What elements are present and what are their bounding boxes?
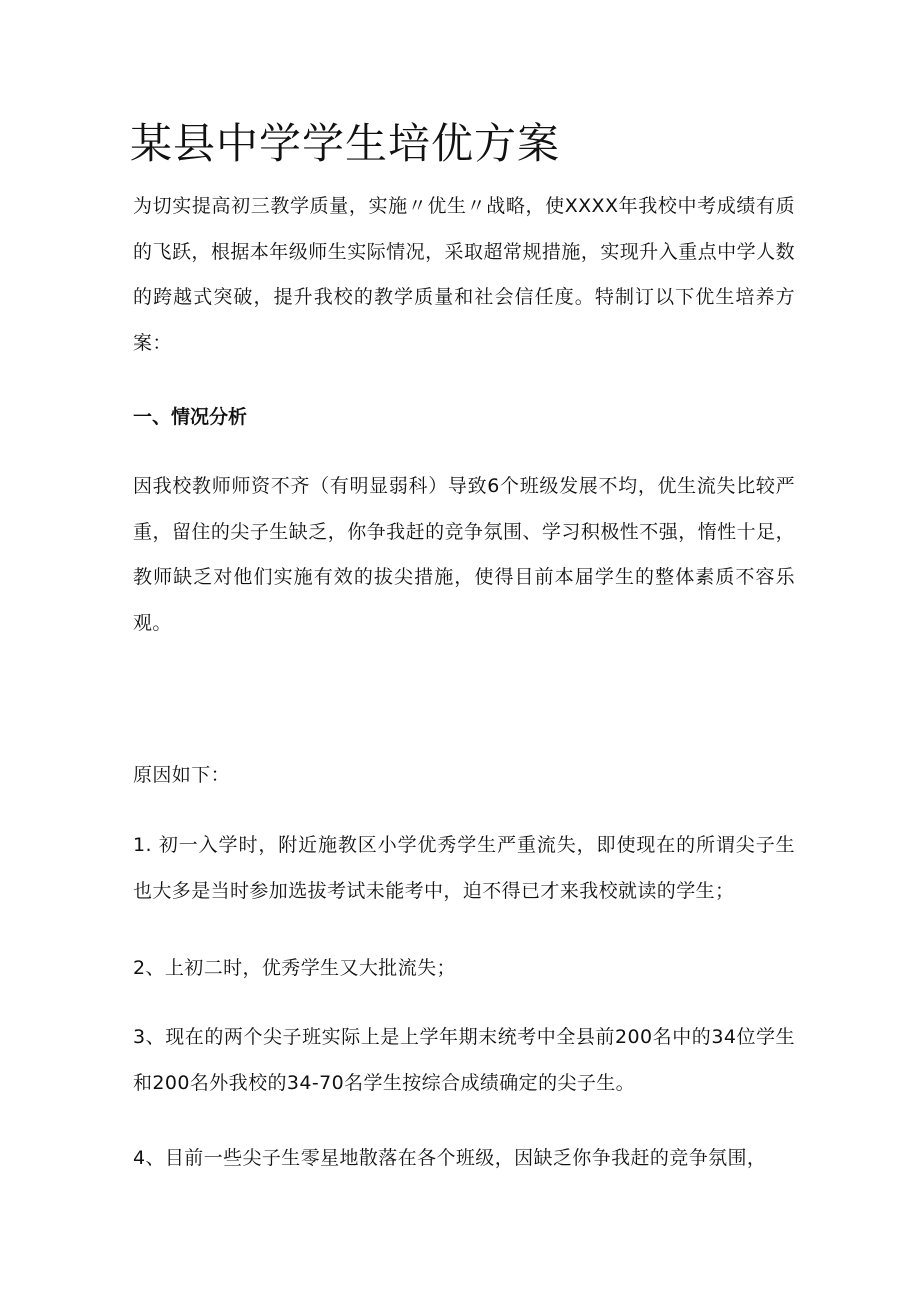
reason-item-1: 1. 初一入学时，附近施教区小学优秀学生严重流失，即使现在的所谓尖子生也大多是当时参加选拔考试未能考中，迫不得已才来我校就读的学生； <box>133 834 795 902</box>
reason-item-2: 2、上初二时，优秀学生又大批流失； <box>133 957 456 979</box>
document-title: 某县中学学生培优方案 <box>130 119 561 168</box>
analysis-paragraph: 因我校教师师资不齐（有明显弱科）导致6个班级发展不均，优生流失比较严重，留住的尖子生缺乏，你争我赶的竞争氛围、学习积极性不强，惰性十足，教师缺乏对他们实施有效的拔尖措施，使得目前本届学生的整体素质不容乐观。 <box>133 475 795 634</box>
reason-item-3: 3、现在的两个尖子班实际上是上学年期末统考中全县前200名中的34位学生和200名外我校的34-70名学生按综合成绩确定的尖子生。 <box>133 1026 795 1094</box>
reasons-label: 原因如下： <box>133 764 231 786</box>
section-heading-analysis: 一、情况分析 <box>133 406 248 428</box>
intro-paragraph: 为切实提高初三教学质量，实施〃优生〃战略，使XXXX年我校中考成绩有质的飞跃，根据本年级师生实际情况，采取超常规措施，实现升入重点中学人数的跨越式突破，提升我校的教学质量和社会信任度。特制订以下优生培养方案： <box>133 195 795 354</box>
reason-item-4: 4、目前一些尖子生零星地散落在各个班级，因缺乏你争我赶的竞争氛围， <box>133 1147 767 1169</box>
